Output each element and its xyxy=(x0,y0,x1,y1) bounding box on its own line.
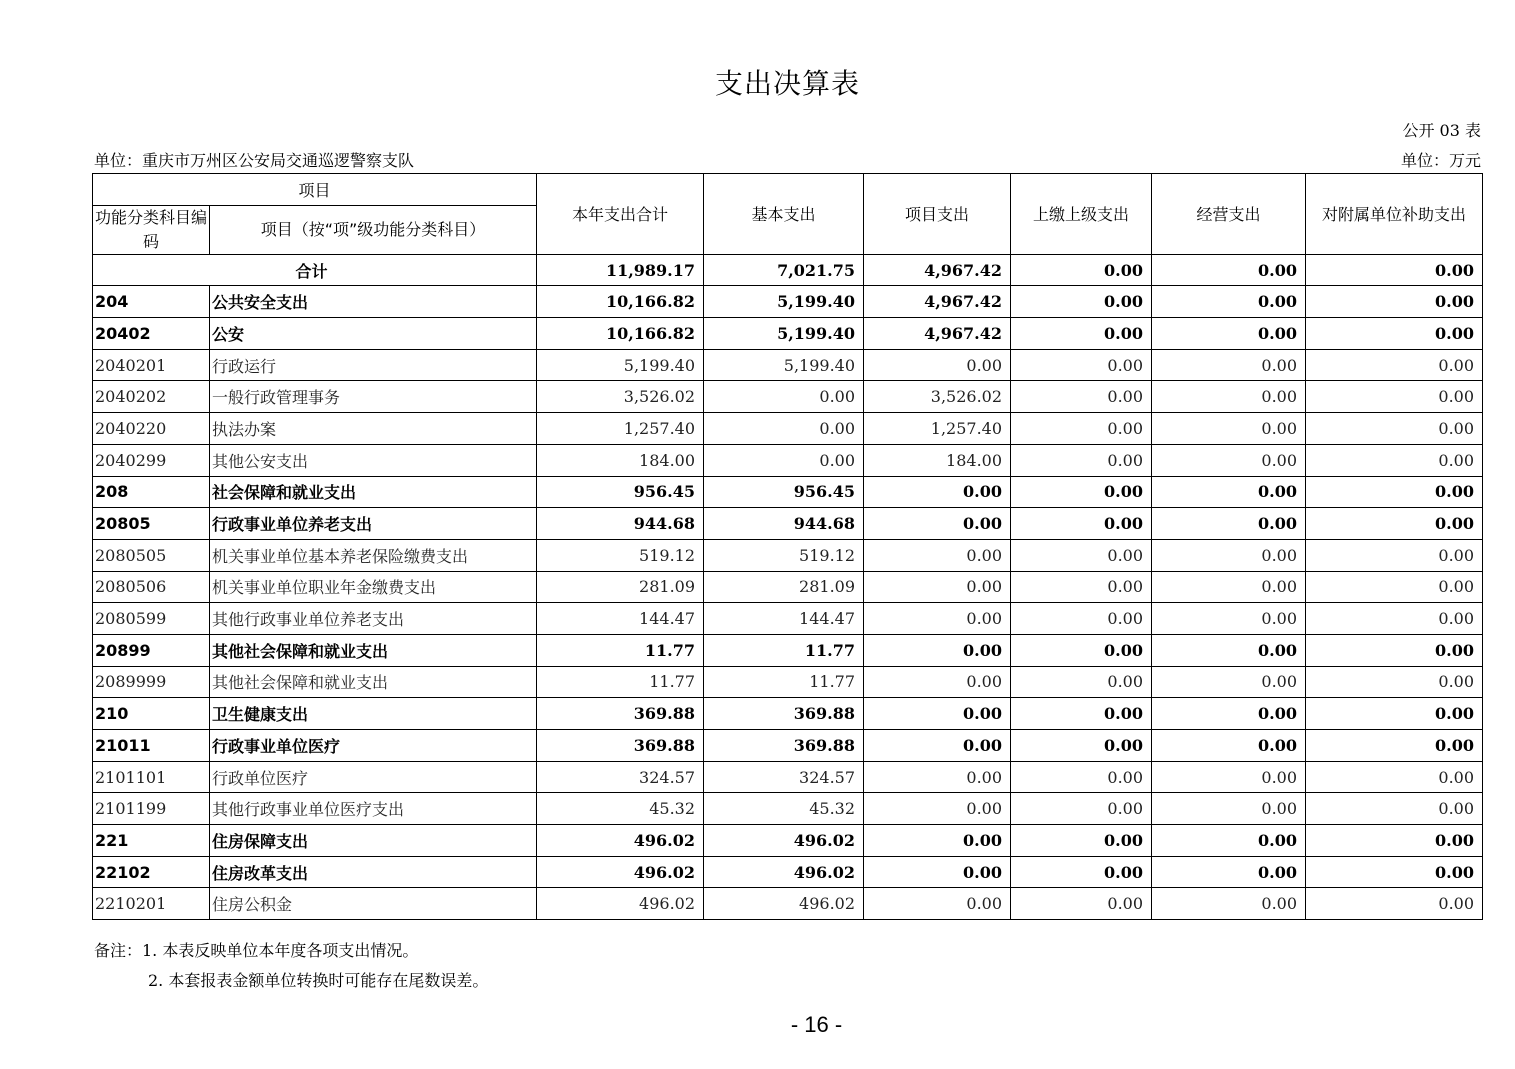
row-value: 0.00 xyxy=(1011,761,1152,793)
row-value: 0.00 xyxy=(1152,349,1306,381)
table-row xyxy=(93,381,1483,413)
row-value: 184.00 xyxy=(537,444,704,476)
row-value: 369.88 xyxy=(537,698,704,730)
row-name: 公安 xyxy=(210,318,537,350)
row-value: 0.00 xyxy=(864,571,1011,603)
row-name: 行政事业单位医疗 xyxy=(210,730,537,762)
row-value: 10,166.82 xyxy=(537,286,704,318)
total-value: 7,021.75 xyxy=(704,254,864,286)
row-code: 21011 xyxy=(93,730,210,762)
note-line-2: 2. 本套报表金额单位转换时可能存在尾数误差。 xyxy=(148,971,489,990)
row-value: 369.88 xyxy=(537,730,704,762)
row-value: 0.00 xyxy=(704,413,864,445)
currency-unit: 单位：万元 xyxy=(1400,151,1481,170)
row-code: 221 xyxy=(93,825,210,857)
row-name: 机关事业单位职业年金缴费支出 xyxy=(210,571,537,603)
row-value: 3,526.02 xyxy=(537,381,704,413)
row-value: 0.00 xyxy=(1152,793,1306,825)
table-row xyxy=(93,508,1483,540)
row-value: 0.00 xyxy=(1152,381,1306,413)
row-value: 0.00 xyxy=(1306,698,1483,730)
row-value: 0.00 xyxy=(1152,508,1306,540)
row-value: 0.00 xyxy=(1306,825,1483,857)
row-value: 0.00 xyxy=(1152,730,1306,762)
row-value: 0.00 xyxy=(1011,825,1152,857)
row-code: 2040201 xyxy=(93,349,210,381)
row-value: 5,199.40 xyxy=(537,349,704,381)
row-value: 0.00 xyxy=(1152,634,1306,666)
row-value: 10,166.82 xyxy=(537,318,704,350)
table-row xyxy=(93,856,1483,888)
row-value: 0.00 xyxy=(1011,793,1152,825)
row-code: 20402 xyxy=(93,318,210,350)
row-value: 3,526.02 xyxy=(864,381,1011,413)
row-name: 机关事业单位基本养老保险缴费支出 xyxy=(210,539,537,571)
row-value: 0.00 xyxy=(704,444,864,476)
row-value: 0.00 xyxy=(864,698,1011,730)
row-value: 0.00 xyxy=(1011,539,1152,571)
header-item-group: 项目 xyxy=(93,174,537,206)
row-value: 0.00 xyxy=(1152,571,1306,603)
header-upper: 上缴上级支出 xyxy=(1011,174,1152,255)
row-code: 2080506 xyxy=(93,571,210,603)
table-row xyxy=(93,666,1483,698)
row-name: 执法办案 xyxy=(210,413,537,445)
expenditure-table xyxy=(92,173,1483,920)
row-code: 2101199 xyxy=(93,793,210,825)
row-value: 956.45 xyxy=(537,476,704,508)
row-value: 4,967.42 xyxy=(864,318,1011,350)
header-name: 项目（按“项”级功能分类科目） xyxy=(210,205,537,254)
row-code: 2101101 xyxy=(93,761,210,793)
row-value: 0.00 xyxy=(1306,539,1483,571)
row-value: 5,199.40 xyxy=(704,286,864,318)
row-value: 0.00 xyxy=(1152,413,1306,445)
row-value: 0.00 xyxy=(864,666,1011,698)
row-value: 281.09 xyxy=(704,571,864,603)
row-value: 0.00 xyxy=(1011,856,1152,888)
row-value: 519.12 xyxy=(704,539,864,571)
total-value: 0.00 xyxy=(1152,254,1306,286)
row-value: 1,257.40 xyxy=(537,413,704,445)
table-row xyxy=(93,318,1483,350)
table-row xyxy=(93,793,1483,825)
row-value: 11.77 xyxy=(704,634,864,666)
table-number: 公开 03 表 xyxy=(1402,121,1481,140)
row-value: 0.00 xyxy=(1152,286,1306,318)
row-value: 0.00 xyxy=(1152,856,1306,888)
row-value: 0.00 xyxy=(1152,476,1306,508)
row-value: 0.00 xyxy=(864,856,1011,888)
row-code: 20899 xyxy=(93,634,210,666)
row-name: 行政事业单位养老支出 xyxy=(210,508,537,540)
row-value: 0.00 xyxy=(1011,730,1152,762)
row-value: 0.00 xyxy=(1306,508,1483,540)
row-value: 0.00 xyxy=(1152,761,1306,793)
table-row xyxy=(93,825,1483,857)
row-value: 0.00 xyxy=(1152,888,1306,920)
row-value: 0.00 xyxy=(1306,856,1483,888)
row-value: 0.00 xyxy=(1306,666,1483,698)
row-name: 一般行政管理事务 xyxy=(210,381,537,413)
notes xyxy=(94,936,488,996)
row-name: 住房改革支出 xyxy=(210,856,537,888)
row-value: 11.77 xyxy=(537,666,704,698)
row-value: 0.00 xyxy=(864,476,1011,508)
row-value: 184.00 xyxy=(864,444,1011,476)
row-code: 2080599 xyxy=(93,603,210,635)
row-name: 其他公安支出 xyxy=(210,444,537,476)
total-label: 合计 xyxy=(93,254,537,286)
row-value: 496.02 xyxy=(537,825,704,857)
row-value: 0.00 xyxy=(1011,349,1152,381)
table-row xyxy=(93,444,1483,476)
table-row xyxy=(93,730,1483,762)
table-row xyxy=(93,761,1483,793)
row-value: 496.02 xyxy=(704,856,864,888)
header-total: 本年支出合计 xyxy=(537,174,704,255)
row-value: 0.00 xyxy=(864,634,1011,666)
row-value: 0.00 xyxy=(1011,666,1152,698)
row-value: 944.68 xyxy=(537,508,704,540)
total-value: 4,967.42 xyxy=(864,254,1011,286)
row-value: 0.00 xyxy=(1152,825,1306,857)
row-value: 0.00 xyxy=(1011,381,1152,413)
table-row xyxy=(93,888,1483,920)
row-code: 210 xyxy=(93,698,210,730)
row-code: 2089999 xyxy=(93,666,210,698)
row-value: 0.00 xyxy=(864,603,1011,635)
row-name: 其他社会保障和就业支出 xyxy=(210,634,537,666)
table-row xyxy=(93,571,1483,603)
row-value: 0.00 xyxy=(864,539,1011,571)
total-value: 11,989.17 xyxy=(537,254,704,286)
row-value: 496.02 xyxy=(704,888,864,920)
row-value: 0.00 xyxy=(1306,381,1483,413)
row-name: 其他社会保障和就业支出 xyxy=(210,666,537,698)
row-code: 2040299 xyxy=(93,444,210,476)
reporting-unit: 单位：重庆市万州区公安局交通巡逻警察支队 xyxy=(94,151,415,170)
row-value: 0.00 xyxy=(1306,444,1483,476)
note-line-1: 备注：1. 本表反映单位本年度各项支出情况。 xyxy=(94,941,419,960)
row-value: 0.00 xyxy=(1306,476,1483,508)
total-row xyxy=(93,254,1483,286)
row-name: 公共安全支出 xyxy=(210,286,537,318)
row-value: 519.12 xyxy=(537,539,704,571)
row-value: 0.00 xyxy=(864,508,1011,540)
row-value: 0.00 xyxy=(864,761,1011,793)
row-code: 2040220 xyxy=(93,413,210,445)
row-value: 496.02 xyxy=(704,825,864,857)
row-code: 208 xyxy=(93,476,210,508)
row-value: 0.00 xyxy=(1152,698,1306,730)
row-value: 0.00 xyxy=(704,381,864,413)
row-value: 0.00 xyxy=(1306,349,1483,381)
row-value: 369.88 xyxy=(704,730,864,762)
row-name: 行政单位医疗 xyxy=(210,761,537,793)
row-value: 0.00 xyxy=(864,793,1011,825)
row-value: 956.45 xyxy=(704,476,864,508)
row-value: 0.00 xyxy=(1011,571,1152,603)
row-value: 369.88 xyxy=(704,698,864,730)
page-title: 支出决算表 xyxy=(714,67,860,100)
row-value: 496.02 xyxy=(537,888,704,920)
row-value: 0.00 xyxy=(1306,286,1483,318)
row-value: 944.68 xyxy=(704,508,864,540)
row-value: 144.47 xyxy=(704,603,864,635)
table-row xyxy=(93,539,1483,571)
row-name: 其他行政事业单位医疗支出 xyxy=(210,793,537,825)
table-row xyxy=(93,476,1483,508)
row-value: 0.00 xyxy=(1011,888,1152,920)
row-code: 2080505 xyxy=(93,539,210,571)
row-value: 0.00 xyxy=(1306,761,1483,793)
row-value: 0.00 xyxy=(1306,603,1483,635)
row-code: 204 xyxy=(93,286,210,318)
row-value: 0.00 xyxy=(1306,793,1483,825)
row-code: 22102 xyxy=(93,856,210,888)
row-value: 0.00 xyxy=(1011,634,1152,666)
row-name: 住房保障支出 xyxy=(210,825,537,857)
row-value: 0.00 xyxy=(1011,508,1152,540)
row-value: 0.00 xyxy=(1152,603,1306,635)
row-name: 住房公积金 xyxy=(210,888,537,920)
row-value: 144.47 xyxy=(537,603,704,635)
row-name: 其他行政事业单位养老支出 xyxy=(210,603,537,635)
row-name: 社会保障和就业支出 xyxy=(210,476,537,508)
row-value: 5,199.40 xyxy=(704,318,864,350)
row-value: 45.32 xyxy=(704,793,864,825)
row-value: 324.57 xyxy=(537,761,704,793)
row-value: 0.00 xyxy=(1306,413,1483,445)
row-value: 0.00 xyxy=(1011,698,1152,730)
row-value: 0.00 xyxy=(864,888,1011,920)
row-value: 0.00 xyxy=(864,349,1011,381)
row-value: 0.00 xyxy=(1011,476,1152,508)
table-row xyxy=(93,286,1483,318)
row-value: 45.32 xyxy=(537,793,704,825)
table-row xyxy=(93,634,1483,666)
row-name: 卫生健康支出 xyxy=(210,698,537,730)
header-basic: 基本支出 xyxy=(704,174,864,255)
row-value: 5,199.40 xyxy=(704,349,864,381)
row-value: 0.00 xyxy=(1306,730,1483,762)
table-row xyxy=(93,698,1483,730)
total-value: 0.00 xyxy=(1306,254,1483,286)
row-value: 0.00 xyxy=(1011,286,1152,318)
row-value: 324.57 xyxy=(704,761,864,793)
row-value: 4,967.42 xyxy=(864,286,1011,318)
row-value: 1,257.40 xyxy=(864,413,1011,445)
row-value: 0.00 xyxy=(1011,444,1152,476)
row-value: 0.00 xyxy=(1011,603,1152,635)
page-number: - 16 - xyxy=(790,1012,843,1037)
table-row xyxy=(93,349,1483,381)
row-code: 20805 xyxy=(93,508,210,540)
header-operating: 经营支出 xyxy=(1152,174,1306,255)
row-value: 0.00 xyxy=(1306,571,1483,603)
row-value: 0.00 xyxy=(1011,413,1152,445)
row-code: 2210201 xyxy=(93,888,210,920)
row-value: 0.00 xyxy=(1152,666,1306,698)
row-value: 0.00 xyxy=(1152,318,1306,350)
row-value: 0.00 xyxy=(864,730,1011,762)
row-value: 0.00 xyxy=(864,825,1011,857)
row-value: 0.00 xyxy=(1011,318,1152,350)
row-value: 281.09 xyxy=(537,571,704,603)
header-project: 项目支出 xyxy=(864,174,1011,255)
row-value: 0.00 xyxy=(1152,539,1306,571)
table-row xyxy=(93,413,1483,445)
header-subsidy: 对附属单位补助支出 xyxy=(1306,174,1483,255)
row-value: 11.77 xyxy=(537,634,704,666)
total-value: 0.00 xyxy=(1011,254,1152,286)
row-name: 行政运行 xyxy=(210,349,537,381)
row-value: 0.00 xyxy=(1152,444,1306,476)
row-value: 496.02 xyxy=(537,856,704,888)
row-value: 0.00 xyxy=(1306,634,1483,666)
row-code: 2040202 xyxy=(93,381,210,413)
row-value: 11.77 xyxy=(704,666,864,698)
row-value: 0.00 xyxy=(1306,888,1483,920)
table-row xyxy=(93,603,1483,635)
row-value: 0.00 xyxy=(1306,318,1483,350)
header-code: 功能分类科目编码 xyxy=(93,205,210,254)
